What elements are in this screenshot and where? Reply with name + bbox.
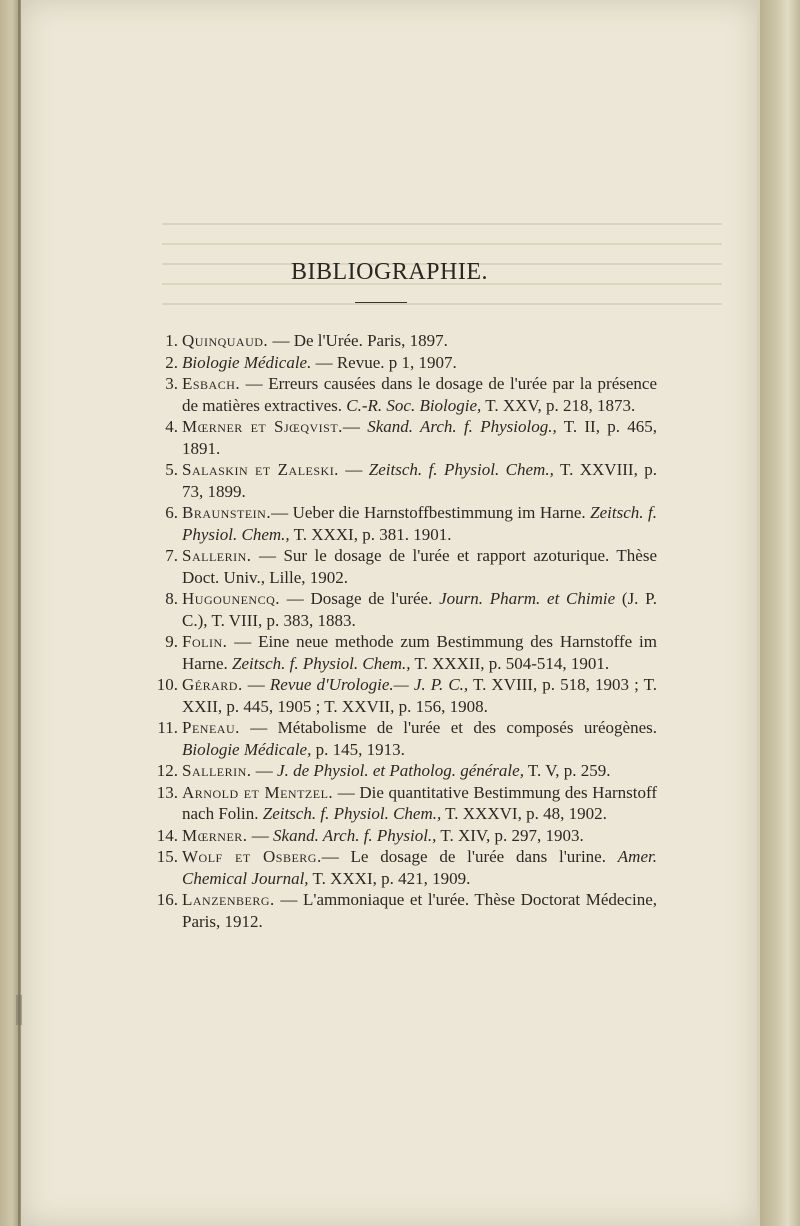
- entry-separator: —: [242, 675, 270, 694]
- bibliography-entry: [152, 782, 657, 825]
- bibliography-entry: [152, 846, 657, 889]
- entry-details: T. V, p. 259.: [523, 761, 611, 780]
- entry-author: Mœrner et Sjœqvist.: [182, 417, 343, 436]
- bibliography-entry: [152, 825, 657, 847]
- bibliography-entry: [152, 502, 657, 545]
- entry-separator: —: [271, 503, 293, 522]
- entry-author: Lanzenberg.: [182, 890, 275, 909]
- entry-number: 7.: [165, 546, 178, 565]
- entry-source: Skand. Arch. f. Physiol.,: [273, 825, 437, 845]
- entry-number: 13.: [156, 782, 178, 802]
- entry-author: Sallerin.: [182, 761, 252, 780]
- entry-author: Folin.: [182, 632, 228, 651]
- entry-separator: —: [342, 417, 368, 436]
- entry-text: Métabolisme de l'urée et des composés uréogènes.: [277, 718, 658, 737]
- entry-source: Zeitsch. f. Physiol. Chem.,: [182, 503, 657, 544]
- entry-author: Wolf et Osberg.: [182, 847, 322, 866]
- entry-details: T. XXXI, p. 421, 1909.: [308, 868, 471, 888]
- entry-source: Revue d'Urologie.— J. P. C.,: [269, 675, 469, 694]
- bibliography-entry: [152, 760, 657, 782]
- entry-details: T. XXV, p. 218, 1873.: [481, 395, 636, 415]
- entry-author: Sallerin.: [182, 546, 252, 565]
- bibliography-list: [152, 330, 657, 932]
- entry-source: Amer. Chemical Journal,: [182, 847, 657, 888]
- entry-author: Gérard.: [182, 675, 243, 694]
- entry-number: 2.: [165, 352, 178, 372]
- entry-source: Biologie Médicale.: [182, 352, 312, 372]
- entry-separator: —: [251, 761, 278, 780]
- entry-number: 12.: [156, 761, 178, 780]
- book-page: [22, 0, 757, 1226]
- entry-number: 3.: [165, 374, 178, 393]
- entry-separator: —: [239, 718, 278, 737]
- entry-details: T. II, p. 465, 1891.: [182, 417, 658, 458]
- entry-source: Journ. Pharm. et Chimie: [439, 589, 616, 608]
- entry-source: Zeitsch. f. Physiol. Chem.,: [232, 653, 411, 673]
- entry-text: Die quantitative Bestimmung des Harnstoff nach Folin.: [182, 782, 658, 823]
- entry-separator: —: [251, 546, 284, 565]
- entry-author: Esbach.: [182, 374, 241, 393]
- entry-author: Peneau.: [182, 718, 240, 737]
- entry-separator: —: [247, 825, 274, 845]
- entry-details: T. XXXVI, p. 48, 1902.: [441, 804, 607, 823]
- entry-details: T. XVIII, p. 518, 1903 ; T. XXII, p. 445, 1905 ; T. XXVII, p. 156, 1908.: [182, 675, 657, 716]
- entry-separator: —: [280, 589, 311, 608]
- entry-source: Skand. Arch. f. Physiolog.,: [367, 417, 557, 436]
- entry-text: Erreurs causées dans le dosage de l'urée par la présence de matières extractives.: [182, 374, 657, 415]
- bibliography-entry: [152, 373, 657, 416]
- entry-number: 5.: [165, 460, 178, 479]
- bibliography-entry: [152, 330, 657, 352]
- entry-separator: —: [268, 331, 294, 350]
- entry-separator: —: [240, 374, 269, 393]
- entry-source: C.-R. Soc. Biologie,: [346, 395, 482, 415]
- bibliography-entry: [152, 889, 657, 932]
- entry-details: T. XIV, p. 297, 1903.: [436, 825, 584, 845]
- bibliography-entry: [152, 631, 657, 674]
- entry-number: 10.: [156, 675, 178, 694]
- entry-text: Le dosage de l'urée dans l'urine.: [350, 847, 618, 866]
- heading-rule: [355, 302, 407, 303]
- entry-number: 8.: [165, 589, 178, 608]
- previous-page-edge: [0, 0, 20, 1226]
- bibliography-entry: [152, 717, 657, 760]
- bibliography-entry: [152, 674, 657, 717]
- entry-details: T. XXVIII, p. 73, 1899.: [182, 460, 657, 501]
- entry-text: L'ammoniaque et l'urée. Thèse Doctorat Médecine, Paris, 1912.: [182, 890, 657, 931]
- entry-number: 9.: [165, 632, 178, 651]
- entry-source: Zeitsch. f. Physiol. Chem.,: [262, 804, 442, 823]
- page-heading: BIBLIOGRAPHIE.: [291, 259, 488, 285]
- entry-text: Sur le dosage de l'urée et rapport azoturique. Thèse Doct. Univ., Lille, 1902.: [182, 546, 658, 587]
- entry-separator: —: [321, 847, 351, 866]
- binding-shadow: [18, 0, 21, 1226]
- next-pages-edge: [760, 0, 800, 1226]
- entry-separator: —: [227, 632, 259, 651]
- bibliography-entry: [152, 416, 657, 459]
- bibliography-entry: [152, 459, 657, 502]
- entry-separator: —: [338, 460, 369, 479]
- entry-number: 14.: [156, 825, 178, 845]
- entry-author: Quinquaud.: [182, 331, 269, 350]
- entry-author: Salaskin et Zaleski.: [182, 460, 339, 479]
- entry-details: p. 145, 1913.: [311, 739, 405, 759]
- entry-details: — Revue. p 1, 1907.: [311, 352, 457, 372]
- entry-details: (J. P. C.), T. VIII, p. 383, 1883.: [182, 589, 657, 630]
- entry-author: Mœrner.: [182, 825, 248, 845]
- entry-number: 16.: [156, 890, 178, 909]
- entry-details: T. XXXI, p. 381. 1901.: [289, 524, 452, 544]
- bibliography-entry: [152, 588, 657, 631]
- entry-separator: —: [274, 890, 304, 909]
- entry-source: Zeitsch. f. Physiol. Chem.,: [368, 460, 554, 479]
- bibliography-entry: [152, 352, 657, 374]
- entry-number: 1.: [165, 331, 178, 350]
- entry-number: 15.: [156, 847, 178, 866]
- entry-source: J. de Physiol. et Patholog. générale,: [277, 761, 524, 780]
- entry-author: Braunstein.: [182, 503, 272, 522]
- bibliography-entry: [152, 545, 657, 588]
- entry-separator: —: [333, 782, 360, 802]
- entry-number: 4.: [165, 417, 178, 436]
- entry-number: 11.: [157, 718, 178, 737]
- entry-author: Arnold et Mentzel.: [182, 782, 334, 802]
- entry-details: T. XXXII, p. 504-514, 1901.: [410, 653, 610, 673]
- entry-text: Eine neue methode zum Bestimmung des Harnstoffe im Harne.: [182, 632, 658, 673]
- entry-text: De l'Urée. Paris, 1897.: [293, 331, 448, 350]
- entry-number: 6.: [165, 503, 178, 522]
- entry-source: Biologie Médicale,: [182, 739, 312, 759]
- entry-text: Ueber die Harnstoffbestimmung im Harne.: [292, 503, 591, 522]
- entry-author: Hugounencq.: [182, 589, 281, 608]
- entry-text: Dosage de l'urée.: [310, 589, 440, 608]
